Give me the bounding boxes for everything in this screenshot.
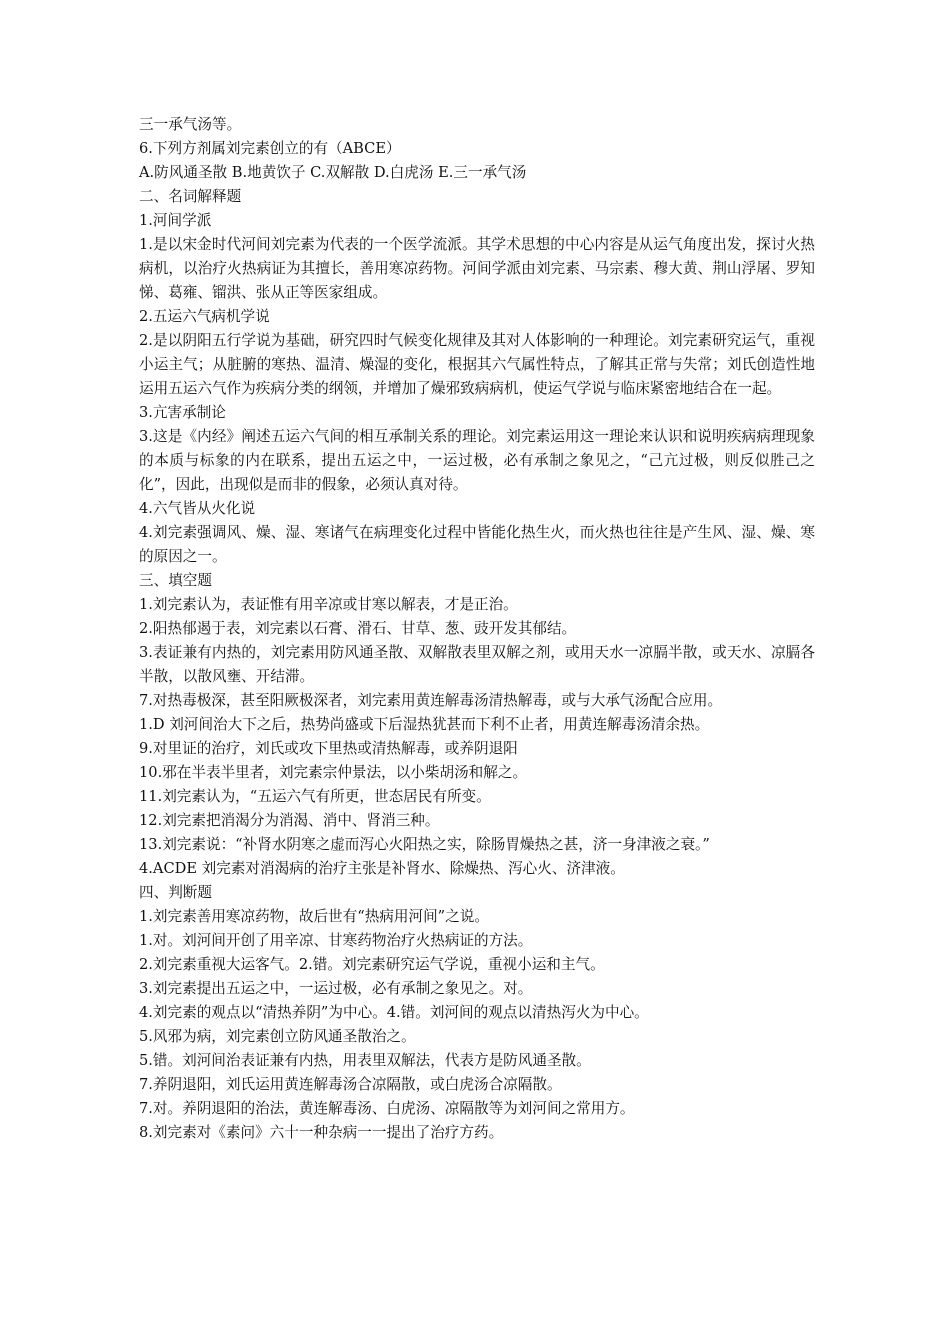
judgment-item: 4.刘完素的观点以“清热养阴”为中心。4.错。刘河间的观点以清热泻火为中心。 — [139, 1004, 649, 1021]
fill-blank-item: 12.刘完素把消渴分为消渴、消中、肾消三种。 — [139, 812, 440, 829]
term-heading: 3.亢害承制论 — [139, 404, 226, 421]
judgment-item: 1.对。刘河间开创了用辛凉、甘寒药物治疗火热病证的方法。 — [139, 932, 533, 949]
text-line: 三一承气汤等。 — [139, 116, 242, 133]
judgment-item: 7.对。养阴退阳的治法，黄连解毒汤、白虎汤、凉隔散等为刘河间之常用方。 — [139, 1100, 635, 1117]
fill-blank-item: 7.对热毒极深，甚至阳厥极深者，刘完素用黄连解毒汤清热解毒，或与大承气汤配合应用。 — [139, 692, 723, 709]
fill-blank-item: 1.刘完素认为，表证惟有用辛凉或甘寒以解表，才是正治。 — [139, 596, 518, 613]
term-heading: 4.六气皆从火化说 — [139, 500, 256, 517]
judgment-item: 3.刘完素提出五运之中，一运过极，必有承制之象见之。对。 — [139, 980, 533, 997]
answer-options: A.防风通圣散 B.地黄饮子 C.双解散 D.白虎汤 E.三一承气汤 — [139, 164, 527, 181]
fill-blank-item: 1.D 刘河间治大下之后，热势尚盛或下后湿热犹甚而下利不止者，用黄连解毒汤清余热。 — [139, 716, 710, 733]
fill-blank-item: 4.ACDE 刘完素对消渴病的治疗主张是补肾水、除燥热、泻心火、济津液。 — [139, 860, 625, 877]
term-heading: 2.五运六气病机学说 — [139, 308, 270, 325]
question-heading: 6.下列方剂属刘完素创立的有（ABCE） — [139, 140, 401, 157]
term-definition: 4.刘完素强调风、燥、湿、寒诸气在病理变化过程中皆能化热生火，而火热也往往是产生风、湿、燥、寒的原因之一。 — [139, 524, 815, 565]
fill-blank-item: 11.刘完素认为，“五运六气有所更，世态居民有所变。 — [139, 788, 491, 805]
judgment-item: 7.养阴退阳，刘氏运用黄连解毒汤合凉隔散，或白虎汤合凉隔散。 — [139, 1076, 562, 1093]
judgment-item: 5.错。刘河间治表证兼有内热，用表里双解法，代表方是防风通圣散。 — [139, 1052, 591, 1069]
judgment-item: 2.刘完素重视大运客气。2.错。刘完素研究运气学说，重视小运和主气。 — [139, 956, 605, 973]
judgment-item: 1.刘完素善用寒凉药物，故后世有“热病用河间”之说。 — [139, 908, 489, 925]
judgment-item: 5.风邪为病，刘完素创立防风通圣散治之。 — [139, 1028, 416, 1045]
fill-blank-item: 9.对里证的治疗，刘氏或攻下里热或清热解毒，或养阴退阳 — [139, 740, 518, 757]
term-definition: 2.是以阴阳五行学说为基础，研究四时气候变化规律及其对人体影响的一种理论。刘完素研究运气，重视小运主气；从脏腑的寒热、温清、燥湿的变化，根据其六气属性特点，了解其正常与失常；刘氏创造性地运用五运六气作为疾病分类的纲领，并增加了燥邪致病病机，使运气学说与临床紧密地结合在一起。 — [139, 332, 815, 397]
fill-blank-item: 2.阳热郁遏于表，刘完素以石膏、滑石、甘草、葱、豉开发其郁结。 — [139, 620, 577, 637]
term-heading: 1.河间学派 — [139, 212, 212, 229]
section-heading: 三、填空题 — [139, 572, 212, 589]
section-heading: 二、名词解释题 — [139, 188, 242, 205]
fill-blank-item: 10.邪在半表半里者，刘完素宗仲景法，以小柴胡汤和解之。 — [139, 764, 528, 781]
section-heading: 四、判断题 — [139, 884, 212, 901]
term-definition: 1.是以宋金时代河间刘完素为代表的一个医学流派。其学术思想的中心内容是从运气角度出发，探讨火热病机，以治疗火热病证为其擅长，善用寒凉药物。河间学派由刘完素、马宗素、穆大黄、荆山浮屠、罗知悌、葛雍、镏洪、张从正等医家组成。 — [139, 236, 815, 301]
fill-blank-item: 13.刘完素说：“补肾水阴寒之虚而泻心火阳热之实，除肠胃燥热之甚，济一身津液之衰。” — [139, 836, 710, 853]
judgment-item: 8.刘完素对《素问》六十一种杂病一一提出了治疗方药。 — [139, 1124, 504, 1141]
document-page — [139, 113, 815, 1145]
fill-blank-item: 3.表证兼有内热的，刘完素用防风通圣散、双解散表里双解之剂，或用天水一凉膈半散，或天水、凉膈各半散，以散风壅、开结滞。 — [139, 644, 815, 685]
term-definition: 3.这是《内经》阐述五运六气间的相互承制关系的理论。刘完素运用这一理论来认识和说明疾病病理现象的本质与标象的内在联系，提出五运之中，一运过极，必有承制之象见之，“己亢过极，则反似胜己之化”，因此，出现似是而非的假象，必须认真对待。 — [139, 428, 815, 493]
